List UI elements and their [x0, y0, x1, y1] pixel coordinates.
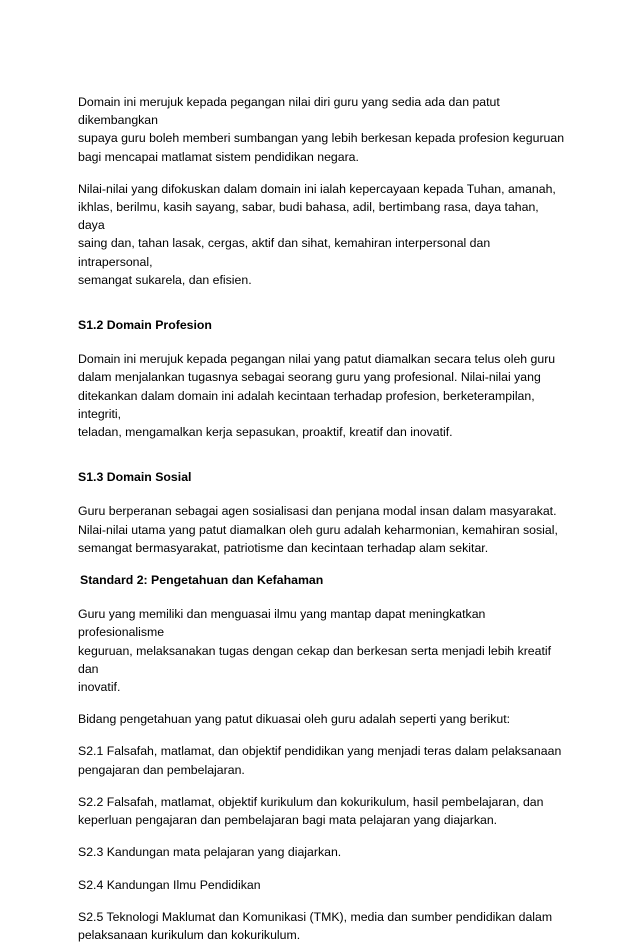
paragraph-s1-2: Domain ini merujuk kepada pegangan nilai yang patut diamalkan secara telus oleh guru dalam menjalankan tugasnya sebagai seorang guru yang profesional. Nilai-nilai yang ditekankan dalam domain ini adalah kecintaan terhadap profesion, berketerampilan, integriti, teladan, mengamalkan kerja sepasukan, proaktif, kreatif dan inovatif. [78, 352, 556, 440]
document-content [78, 93, 568, 944]
list-item-s2-4: S2.4 Kandungan Ilmu Pendidikan [78, 877, 261, 892]
list-item-s2-5: S2.5 Teknologi Maklumat dan Komunikasi (TMK), media dan sumber pendidikan dalam pelaksanaan kurikulum dan kokurikulum. [78, 909, 553, 942]
heading-s1-2: S1.2 Domain Profesion [78, 318, 212, 333]
paragraph-domain-intro: Domain ini merujuk kepada pegangan nilai diri guru yang sedia ada dan patut dikembangkan supaya guru boleh memberi sumbangan yang lebih berkesan kepada profesion keguruan bagi mencapai matlamat sistem pendidikan negara. [78, 95, 565, 164]
heading-s1-3: S1.3 Domain Sosial [78, 470, 192, 485]
list-item-s2-3: S2.3 Kandungan mata pelajaran yang diajarkan. [78, 845, 342, 860]
paragraph-domain-values: Nilai-nilai yang difokuskan dalam domain ini ialah kepercayaan kepada Tuhan, amanah, ikhlas, berilmu, kasih sayang, sabar, budi bahasa, adil, bertimbang rasa, daya tahan, daya saing dan, tahan lasak, cergas, aktif dan sihat, kemahiran interpersonal dan intrapersonal, semangat sukarela, dan efisien. [78, 181, 556, 287]
paragraph-bidang: Bidang pengetahuan yang patut dikuasai oleh guru adalah seperti yang berikut: [78, 712, 511, 727]
paragraph-s1-3: Guru berperanan sebagai agen sosialisasi dan penjana modal insan dalam masyarakat. Nilai-nilai utama yang patut diamalkan oleh guru adalah keharmonian, kemahiran sosial, semangat bermasyarakat, patriotisme dan kecintaan terhadap alam sekitar. [78, 504, 558, 555]
list-item-s2-2: S2.2 Falsafah, matlamat, objektif kurikulum dan kokurikulum, hasil pembelajaran, dan keperluan pengajaran dan pembelajaran bagi mata pelajaran yang diajarkan. [78, 794, 544, 828]
list-item-s2-1: S2.1 Falsafah, matlamat, dan objektif pendidikan yang menjadi teras dalam pelaksanaan pengajaran dan pembelajaran. [78, 744, 562, 777]
heading-standard-2: Standard 2: Pengetahuan dan Kefahaman [80, 573, 324, 588]
paragraph-standard-2: Guru yang memiliki dan menguasai ilmu yang mantap dapat meningkatkan profesionalisme keguruan, melaksanakan tugas dengan cekap dan berkesan serta menjadi lebih kreatif dan inovatif. [78, 607, 552, 695]
